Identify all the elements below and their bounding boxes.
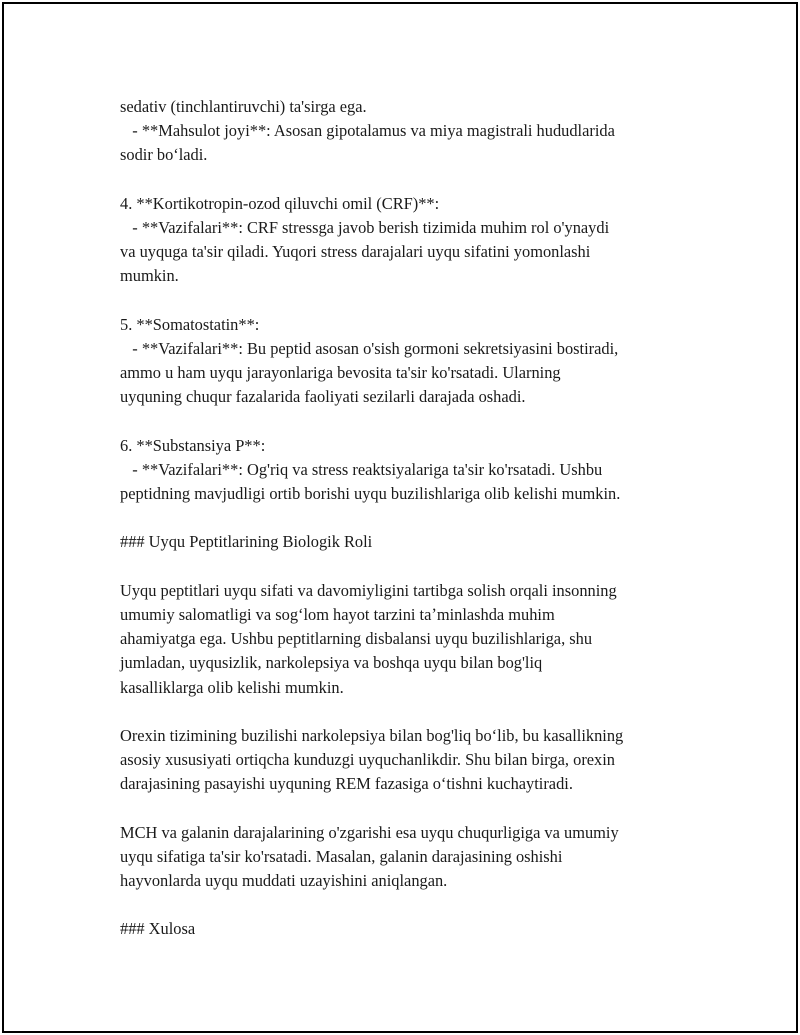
blank-line xyxy=(120,506,700,530)
text-line: MCH va galanin darajalarining o'zgarishi esa uyqu chuqurligiga va umumiy xyxy=(120,822,619,842)
list-item-heading: 5. **Somatostatin**: xyxy=(120,314,260,334)
section-heading: ### Xulosa xyxy=(120,919,196,939)
text-line: uyquning chuqur fazalarida faoliyati sezilarli darajada oshadi. xyxy=(120,387,526,407)
list-item-heading: 4. **Kortikotropin-ozod qiluvchi omil (CRF)**: xyxy=(120,193,440,213)
text-line: jumladan, uyqusizlik, narkolepsiya va boshqa uyqu bilan bog'liq xyxy=(120,653,543,673)
text-line: - **Mahsulot joyi**: Asosan gipotalamus va miya magistrali hududlarida xyxy=(120,121,615,141)
text-line: darajasining pasayishi uyquning REM fazasiga oʻtishni kuchaytiradi. xyxy=(120,774,573,794)
section-heading: ### Uyqu Peptitlarining Biologik Roli xyxy=(120,532,373,552)
text-line: Uyqu peptitlari uyqu sifati va davomiyligini tartibga solish orqali insonning xyxy=(120,580,617,600)
list-item-heading: 6. **Substansiya P**: xyxy=(120,435,266,455)
text-line: kasalliklarga olib kelishi mumkin. xyxy=(120,677,344,697)
blank-line xyxy=(120,289,700,313)
text-line: Orexin tizimining buzilishi narkolepsiya bilan bog'liq boʻlib, bu kasallikning xyxy=(120,725,624,745)
text-line: asosiy xususiyati ortiqcha kunduzgi uyquchanlikdir. Shu bilan birga, orexin xyxy=(120,750,615,770)
text-line: uyqu sifatiga ta'sir ko'rsatadi. Masalan, galanin darajasining oshishi xyxy=(120,846,563,866)
text-line: umumiy salomatligi va sogʻlom hayot tarzini taʼminlashda muhim xyxy=(120,604,555,624)
blank-line xyxy=(120,555,700,579)
page-frame xyxy=(2,2,798,1033)
text-line: - **Vazifalari**: CRF stressga javob berish tizimida muhim rol o'ynaydi xyxy=(120,217,610,237)
blank-line xyxy=(120,796,700,820)
blank-line xyxy=(120,168,700,192)
text-line: mumkin. xyxy=(120,266,179,286)
text-line: sedativ (tinchlantiruvchi) ta'sirga ega. xyxy=(120,97,367,116)
text-line: - **Vazifalari**: Og'riq va stress reaktsiyalariga ta'sir ko'rsatadi. Ushbu xyxy=(120,459,603,479)
text-line: va uyquga ta'sir qiladi. Yuqori stress darajalari uyqu sifatini yomonlashi xyxy=(120,242,591,262)
text-line: ahamiyatga ega. Ushbu peptitlarning disbalansi uyqu buzilishlariga, shu xyxy=(120,629,593,649)
text-line: hayvonlarda uyqu muddati uzayishini aniqlangan. xyxy=(120,871,448,890)
blank-line xyxy=(120,409,700,433)
document-body xyxy=(120,95,700,942)
text-line: sodir boʻladi. xyxy=(120,145,208,165)
blank-line xyxy=(120,700,700,724)
text-line: - **Vazifalari**: Bu peptid asosan o'sish gormoni sekretsiyasini bostiradi, xyxy=(120,338,619,358)
text-line: peptidning mavjudligi ortib borishi uyqu buzilishlariga olib kelishi mumkin. xyxy=(120,484,621,503)
text-line: ammo u ham uyqu jarayonlariga bevosita ta'sir ko'rsatadi. Ularning xyxy=(120,363,561,383)
blank-line xyxy=(120,893,700,917)
